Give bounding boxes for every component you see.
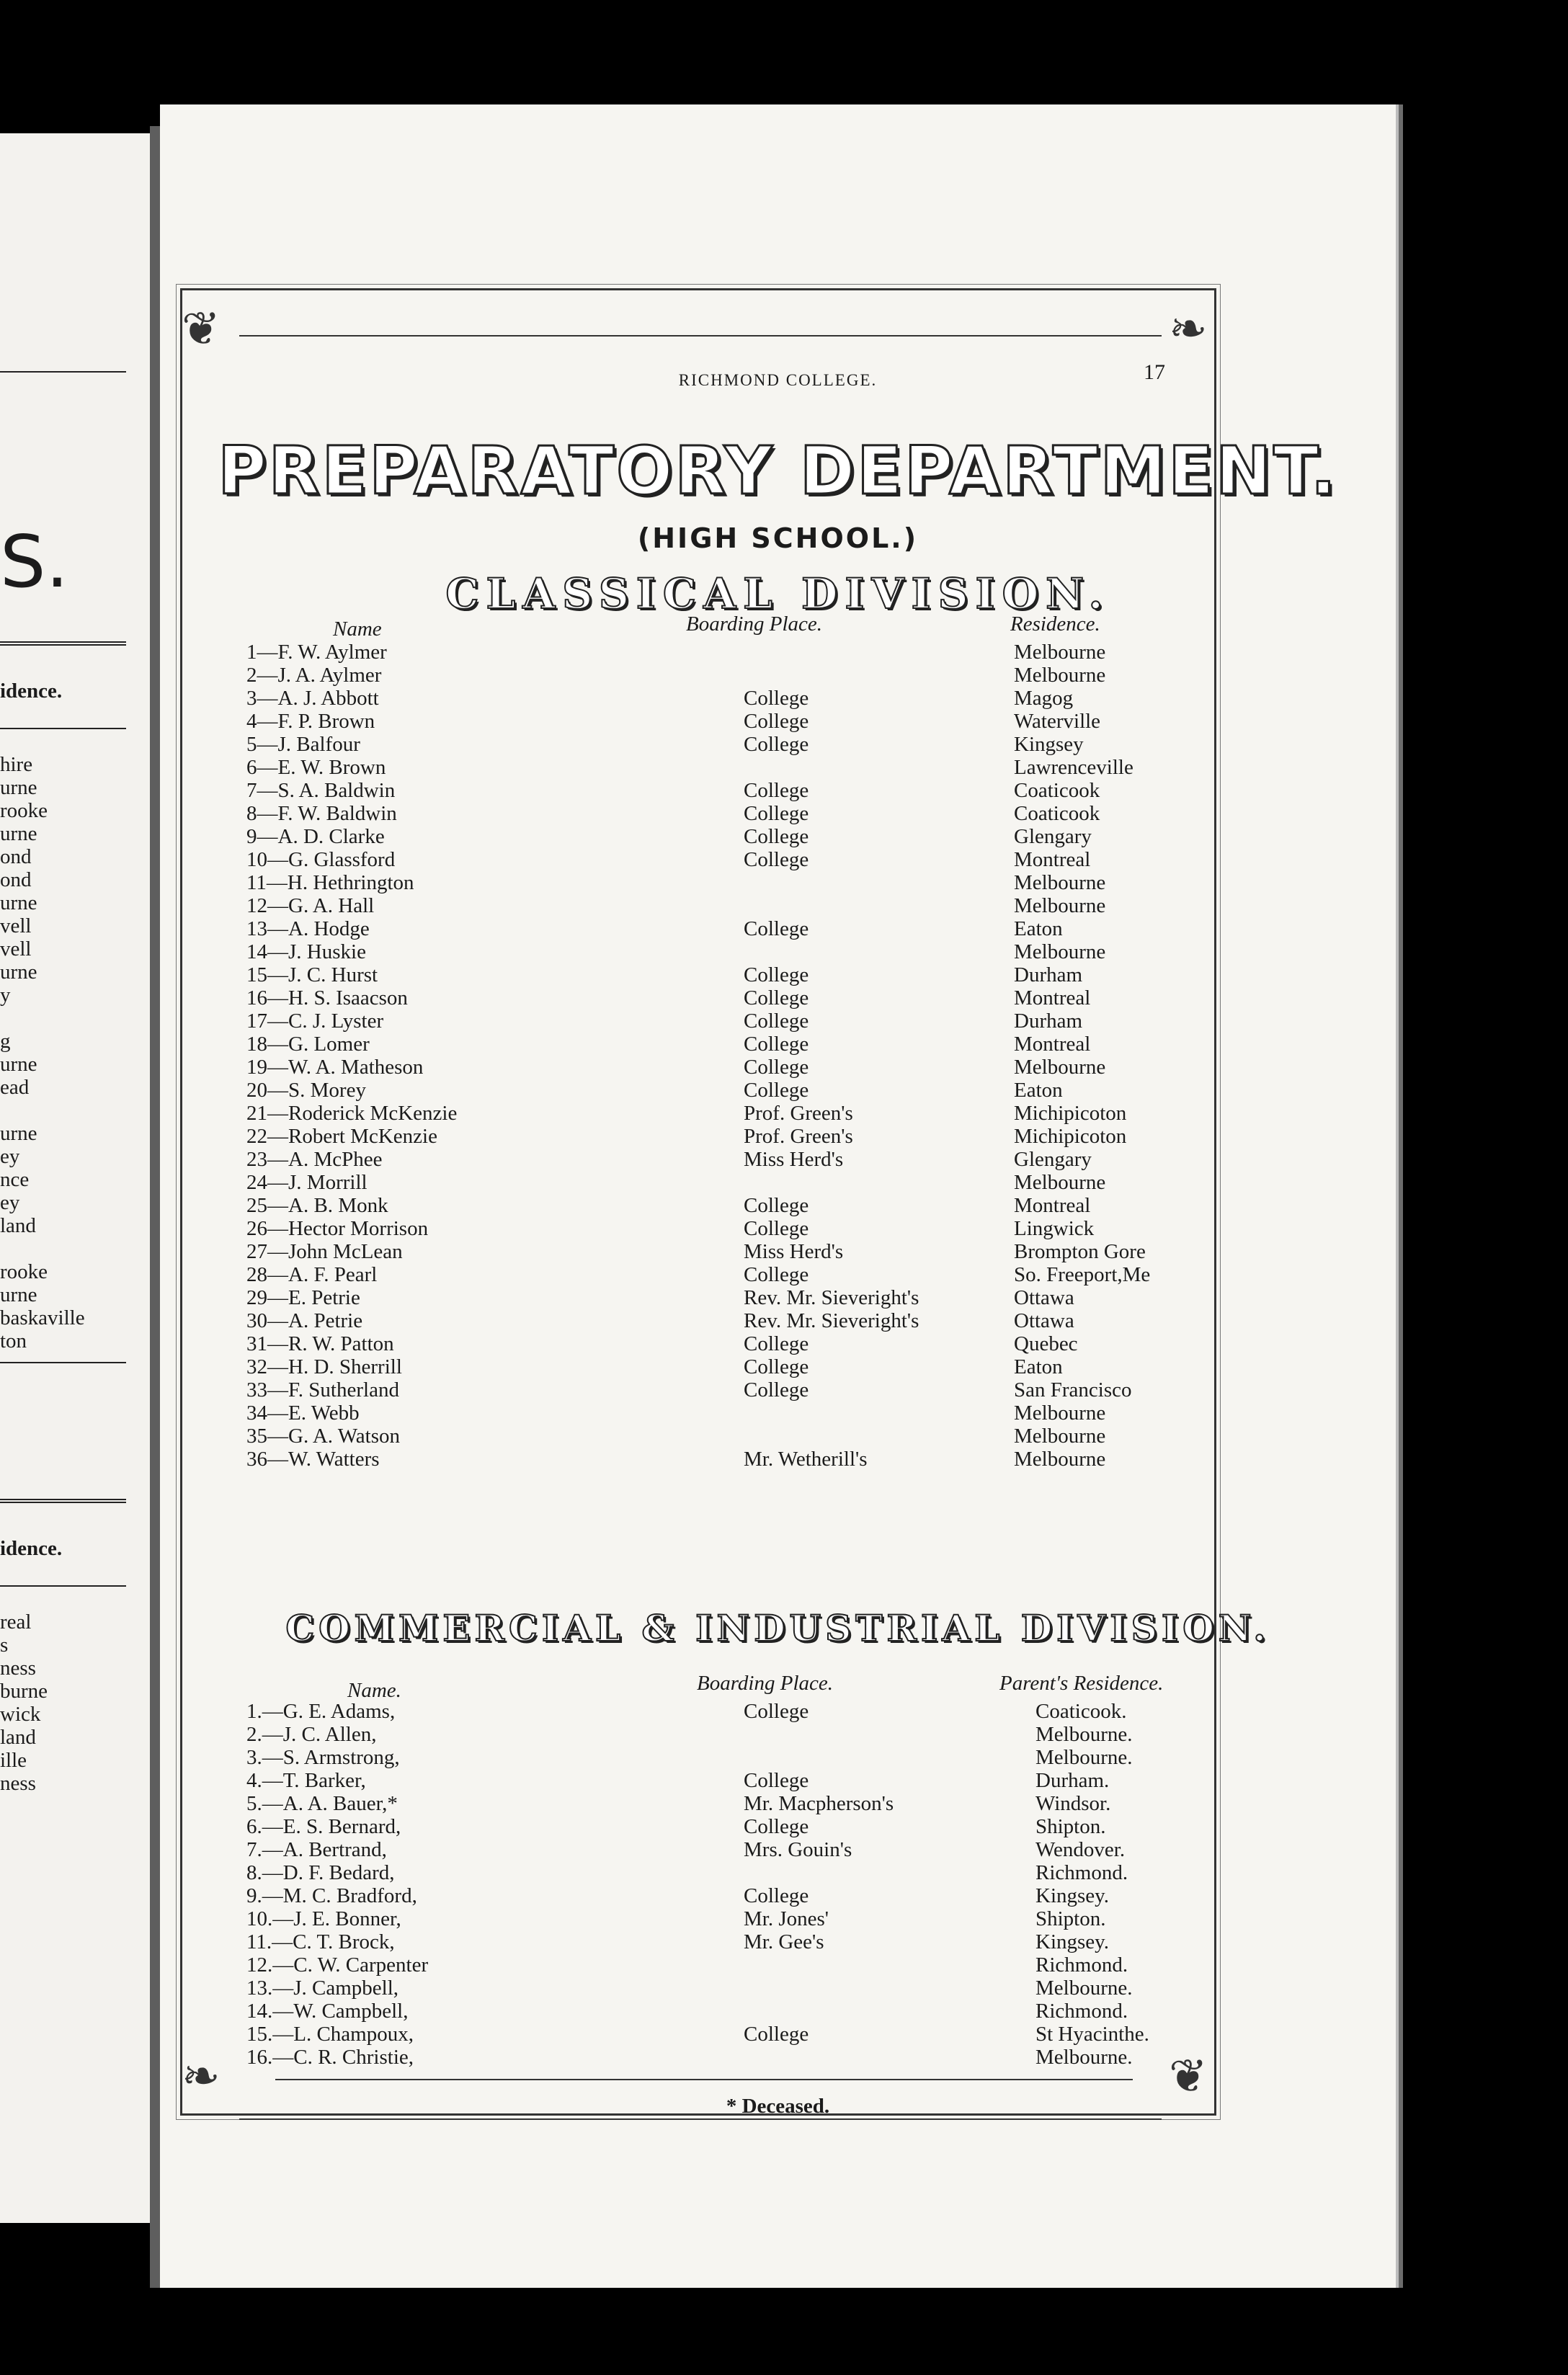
list-item (246, 641, 1342, 664)
flourish-icon: ❧ (1169, 303, 1208, 356)
list-item (246, 1079, 1342, 1102)
list-item (246, 1310, 1342, 1332)
classical-division-heading: CLASSICAL DIVISION. (445, 569, 1110, 618)
list-item (246, 734, 1342, 756)
list-item (246, 1402, 1342, 1425)
residence: Durham (1014, 963, 1083, 986)
student-name: 2—J. A. Aylmer (246, 664, 382, 687)
residence: Richmond. (1035, 1953, 1128, 1977)
residence: Durham. (1035, 1769, 1110, 1792)
column-header-name: Name. (347, 1679, 401, 1702)
column-header-residence: Residence. (1010, 612, 1100, 636)
running-head: RICHMOND COLLEGE. (678, 371, 878, 389)
list-item (246, 941, 1342, 963)
residence: Montreal (1014, 986, 1091, 1010)
text-fragment: land (0, 1726, 36, 1749)
student-name: 4—F. P. Brown (246, 710, 375, 733)
page-subtitle: (HIGH SCHOOL.) (637, 522, 919, 554)
list-item (246, 1931, 1342, 1953)
text-fragment: hire (0, 753, 33, 776)
boarding-place: College (744, 1194, 809, 1217)
student-name: 6.—E. S. Bernard, (246, 1815, 401, 1838)
list-item (246, 849, 1342, 871)
text-fragment: ille (0, 1749, 27, 1772)
student-name: 32—H. D. Sherrill (246, 1355, 402, 1378)
list-item (246, 2000, 1342, 2023)
student-name: 12—G. A. Hall (246, 894, 375, 917)
boarding-place: Miss Herd's (744, 1240, 844, 1263)
list-item (246, 872, 1342, 894)
list-item (246, 826, 1342, 848)
boarding-place: College (744, 963, 809, 986)
page-title: PREPARATORY DEPARTMENT. (218, 432, 1338, 509)
student-name: 1.—G. E. Adams, (246, 1700, 396, 1723)
residence: Eaton (1014, 917, 1063, 940)
list-item (246, 1264, 1342, 1286)
residence: Melbourne (1014, 1425, 1106, 1448)
list-item (246, 1010, 1342, 1033)
list-item (246, 1126, 1342, 1148)
divider (0, 641, 126, 646)
residence: Coaticook (1014, 779, 1100, 802)
student-name: 25—A. B. Monk (246, 1194, 388, 1217)
boarding-place: College (744, 1700, 809, 1723)
footnote: * Deceased. (726, 2095, 830, 2118)
list-item (246, 1816, 1342, 1838)
residence: Melbourne. (1035, 1746, 1133, 1769)
student-name: 8.—D. F. Bedard, (246, 1861, 395, 1884)
text-fragment: ead (0, 1076, 30, 1099)
text-fragment: urne (0, 1122, 37, 1145)
text-fragment: ness (0, 1772, 36, 1795)
boarding-place: Prof. Green's (744, 1102, 853, 1125)
boarding-place: College (744, 1332, 809, 1355)
text-fragment: rooke (0, 1260, 48, 1283)
boarding-place: Mrs. Gouin's (744, 1838, 852, 1861)
boarding-place: College (744, 1884, 809, 1907)
list-item (246, 1356, 1342, 1378)
boarding-place: College (744, 1010, 809, 1033)
student-name: 6—E. W. Brown (246, 756, 386, 779)
boarding-place: College (744, 986, 809, 1010)
list-item (246, 1724, 1342, 1746)
residence: Shipton. (1035, 1907, 1106, 1930)
student-name: 26—Hector Morrison (246, 1217, 429, 1240)
boarding-place: College (744, 1769, 809, 1792)
residence: Durham (1014, 1010, 1083, 1033)
list-item (246, 987, 1342, 1010)
residence: Melbourne (1014, 1402, 1106, 1425)
text-fragment: urne (0, 961, 37, 984)
list-item (246, 1195, 1342, 1217)
list-item (246, 1425, 1342, 1448)
residence: Melbourne. (1035, 2046, 1133, 2069)
list-item (246, 1908, 1342, 1930)
text-fragment: real (0, 1610, 32, 1634)
boarding-place: College (744, 1263, 809, 1286)
text-fragment: ness (0, 1657, 36, 1680)
frame-top-line (239, 335, 1162, 337)
list-item (246, 1862, 1342, 1884)
column-header-boarding: Boarding Place. (686, 612, 822, 636)
residence: Melbourne (1014, 1448, 1106, 1471)
student-name: 4.—T. Barker, (246, 1769, 366, 1792)
residence: Lawrenceville (1014, 756, 1133, 779)
residence: Michipicoton (1014, 1102, 1127, 1125)
boarding-place: Miss Herd's (744, 1148, 844, 1171)
flourish-icon: ❦ (182, 303, 220, 356)
student-name: 9.—M. C. Bradford, (246, 1884, 417, 1907)
student-name: 13.—J. Campbell, (246, 1977, 399, 2000)
list-item (246, 1218, 1342, 1240)
student-name: 7—S. A. Baldwin (246, 779, 396, 802)
student-name: 10.—J. E. Bonner, (246, 1907, 401, 1930)
text-fragment: urne (0, 776, 37, 799)
left-page-column-header: idence. (0, 1537, 63, 1560)
residence: Richmond. (1035, 1861, 1128, 1884)
student-name: 2.—J. C. Allen, (246, 1723, 377, 1746)
text-fragment: wick (0, 1703, 41, 1726)
column-header-boarding: Boarding Place. (697, 1672, 833, 1695)
student-name: 16—H. S. Isaacson (246, 986, 408, 1010)
list-item (246, 964, 1342, 986)
list-item (246, 1448, 1342, 1471)
list-item (246, 710, 1342, 733)
student-name: 33—F. Sutherland (246, 1378, 399, 1402)
text-fragment: rooke (0, 799, 48, 822)
text-fragment: vell (0, 914, 32, 937)
residence: Melbourne (1014, 871, 1106, 894)
residence: Ottawa (1014, 1286, 1074, 1309)
list-item (246, 1839, 1342, 1861)
student-name: 12.—C. W. Carpenter (246, 1953, 429, 1977)
left-page-fragment (0, 133, 150, 2223)
boarding-place: College (744, 917, 809, 940)
residence: Magog (1014, 687, 1074, 710)
student-name: 3—A. J. Abbott (246, 687, 379, 710)
text-fragment: ond (0, 868, 32, 891)
student-name: 10—G. Glassford (246, 848, 396, 871)
boarding-place: College (744, 1033, 809, 1056)
student-name: 14—J. Huskie (246, 940, 366, 963)
residence: Melbourne (1014, 664, 1106, 687)
text-fragment: ton (0, 1329, 27, 1353)
text-fragment: baskaville (0, 1306, 85, 1329)
student-name: 23—A. McPhee (246, 1148, 383, 1171)
student-name: 24—J. Morrill (246, 1171, 368, 1194)
divider (0, 1362, 126, 1363)
list-item (246, 1149, 1342, 1171)
residence: Ottawa (1014, 1309, 1074, 1332)
residence: Brompton Gore (1014, 1240, 1146, 1263)
student-name: 35—G. A. Watson (246, 1425, 401, 1448)
left-page-heading-fragment: S. (0, 520, 69, 604)
divider (0, 1499, 126, 1503)
list-item (246, 687, 1342, 710)
column-header-residence: Parent's Residence. (999, 1672, 1164, 1695)
boarding-place: Mr. Gee's (744, 1930, 824, 1953)
residence: Lingwick (1014, 1217, 1095, 1240)
residence: Richmond. (1035, 2000, 1128, 2023)
boarding-place: College (744, 825, 809, 848)
student-name: 21—Roderick McKenzie (246, 1102, 458, 1125)
text-fragment: s (0, 1634, 9, 1657)
list-item (246, 1701, 1342, 1723)
residence: Kingsey. (1035, 1930, 1110, 1953)
list-item (246, 1033, 1342, 1056)
flourish-icon: ❧ (182, 2050, 220, 2103)
residence: Coaticook (1014, 802, 1100, 825)
residence: Eaton (1014, 1079, 1063, 1102)
residence: Windsor. (1035, 1792, 1111, 1815)
list-item (246, 1333, 1342, 1355)
list-item (246, 757, 1342, 779)
residence: Eaton (1014, 1355, 1063, 1378)
text-fragment: vell (0, 937, 32, 961)
divider (0, 371, 126, 373)
list-item (246, 1241, 1342, 1263)
list-item (246, 895, 1342, 917)
residence: So. Freeport,Me (1014, 1263, 1151, 1286)
column-header-name: Name (333, 618, 382, 641)
list-item (246, 803, 1342, 825)
student-name: 13—A. Hodge (246, 917, 370, 940)
residence: San Francisco (1014, 1378, 1132, 1402)
text-fragment: urne (0, 822, 37, 845)
list-item (246, 1287, 1342, 1309)
divider (0, 1585, 126, 1587)
text-fragment: ey (0, 1145, 20, 1168)
text-fragment: ey (0, 1191, 20, 1214)
page-number: 17 (1144, 360, 1165, 384)
student-name: 17—C. J. Lyster (246, 1010, 384, 1033)
list-item (246, 918, 1342, 940)
residence: Montreal (1014, 1033, 1091, 1056)
text-fragment: nce (0, 1168, 30, 1191)
list-item (246, 1954, 1342, 1977)
list-item (246, 1102, 1342, 1125)
student-name: 16.—C. R. Christie, (246, 2046, 414, 2069)
residence: Melbourne (1014, 641, 1106, 664)
residence: Kingsey. (1035, 1884, 1110, 1907)
text-fragment: urne (0, 1053, 37, 1076)
residence: Michipicoton (1014, 1125, 1127, 1148)
text-fragment: urne (0, 1283, 37, 1306)
boarding-place: Mr. Jones' (744, 1907, 829, 1930)
student-name: 14.—W. Campbell, (246, 2000, 409, 2023)
boarding-place: College (744, 802, 809, 825)
student-name: 20—S. Morey (246, 1079, 366, 1102)
residence: Waterville (1014, 710, 1101, 733)
list-item (246, 780, 1342, 802)
list-item (246, 2046, 1342, 2069)
text-fragment: ond (0, 845, 32, 868)
boarding-place: Mr. Wetherill's (744, 1448, 868, 1471)
student-name: 22—Robert McKenzie (246, 1125, 437, 1148)
residence: Melbourne (1014, 1056, 1106, 1079)
residence: Wendover. (1035, 1838, 1126, 1861)
list-item (246, 1172, 1342, 1194)
boarding-place: College (744, 779, 809, 802)
boarding-place: College (744, 710, 809, 733)
residence: Montreal (1014, 848, 1091, 871)
student-name: 29—E. Petrie (246, 1286, 360, 1309)
boarding-place: Rev. Mr. Sieveright's (744, 1286, 919, 1309)
list-item (246, 1379, 1342, 1402)
list-item (246, 1793, 1342, 1815)
boarding-place: College (744, 1815, 809, 1838)
page (160, 104, 1396, 2288)
student-name: 19—W. A. Matheson (246, 1056, 424, 1079)
student-name: 15.—L. Champoux, (246, 2023, 414, 2046)
student-name: 15—J. C. Hurst (246, 963, 378, 986)
list-item (246, 2023, 1342, 2046)
frame-bottom-line (239, 2118, 1162, 2120)
text-fragment: g (0, 1030, 11, 1053)
student-name: 8—F. W. Baldwin (246, 802, 397, 825)
residence: Glengary (1014, 825, 1092, 848)
residence: Shipton. (1035, 1815, 1106, 1838)
student-name: 5.—A. A. Bauer,* (246, 1792, 398, 1815)
residence: Melbourne. (1035, 1977, 1133, 2000)
boarding-place: College (744, 1056, 809, 1079)
residence: Kingsey (1014, 733, 1084, 756)
student-name: 1—F. W. Aylmer (246, 641, 387, 664)
residence: Melbourne (1014, 1171, 1106, 1194)
divider (0, 728, 126, 729)
text-fragment: land (0, 1214, 36, 1237)
boarding-place: College (744, 1378, 809, 1402)
student-name: 31—R. W. Patton (246, 1332, 394, 1355)
student-name: 11—H. Hethrington (246, 871, 414, 894)
text-fragment: y (0, 984, 11, 1007)
residence: Coaticook. (1035, 1700, 1127, 1723)
boarding-place: College (744, 687, 809, 710)
boarding-place: Rev. Mr. Sieveright's (744, 1309, 919, 1332)
list-item (246, 1747, 1342, 1769)
flourish-icon: ❦ (1169, 2050, 1208, 2103)
student-name: 30—A. Petrie (246, 1309, 363, 1332)
list-item (246, 1056, 1342, 1079)
residence: Melbourne (1014, 940, 1106, 963)
student-name: 3.—S. Armstrong, (246, 1746, 400, 1769)
residence: Montreal (1014, 1194, 1091, 1217)
residence: Melbourne. (1035, 1723, 1133, 1746)
list-item (246, 1770, 1342, 1792)
boarding-place: Prof. Green's (744, 1125, 853, 1148)
residence: Quebec (1014, 1332, 1078, 1355)
boarding-place: College (744, 733, 809, 756)
student-name: 34—E. Webb (246, 1402, 360, 1425)
residence: Melbourne (1014, 894, 1106, 917)
student-name: 28—A. F. Pearl (246, 1263, 378, 1286)
residence: Glengary (1014, 1148, 1092, 1171)
commercial-division-heading: COMMERCIAL & INDUSTRIAL DIVISION. (285, 1607, 1270, 1649)
student-name: 5—J. Balfour (246, 733, 360, 756)
list-item (246, 1977, 1342, 2000)
text-fragment: burne (0, 1680, 48, 1703)
boarding-place: Mr. Macpherson's (744, 1792, 894, 1815)
student-name: 7.—A. Bertrand, (246, 1838, 387, 1861)
boarding-place: College (744, 2023, 809, 2046)
student-name: 11.—C. T. Brock, (246, 1930, 395, 1953)
boarding-place: College (744, 848, 809, 871)
list-item (246, 664, 1342, 687)
list-item (246, 1885, 1342, 1907)
boarding-place: College (744, 1355, 809, 1378)
student-name: 36—W. Watters (246, 1448, 380, 1471)
divider (275, 2079, 1133, 2080)
text-fragment: urne (0, 891, 37, 914)
left-page-column-header: idence. (0, 679, 63, 703)
boarding-place: College (744, 1217, 809, 1240)
student-name: 27—John McLean (246, 1240, 403, 1263)
residence: St Hyacinthe. (1035, 2023, 1149, 2046)
student-name: 18—G. Lomer (246, 1033, 370, 1056)
boarding-place: College (744, 1079, 809, 1102)
student-name: 9—A. D. Clarke (246, 825, 385, 848)
